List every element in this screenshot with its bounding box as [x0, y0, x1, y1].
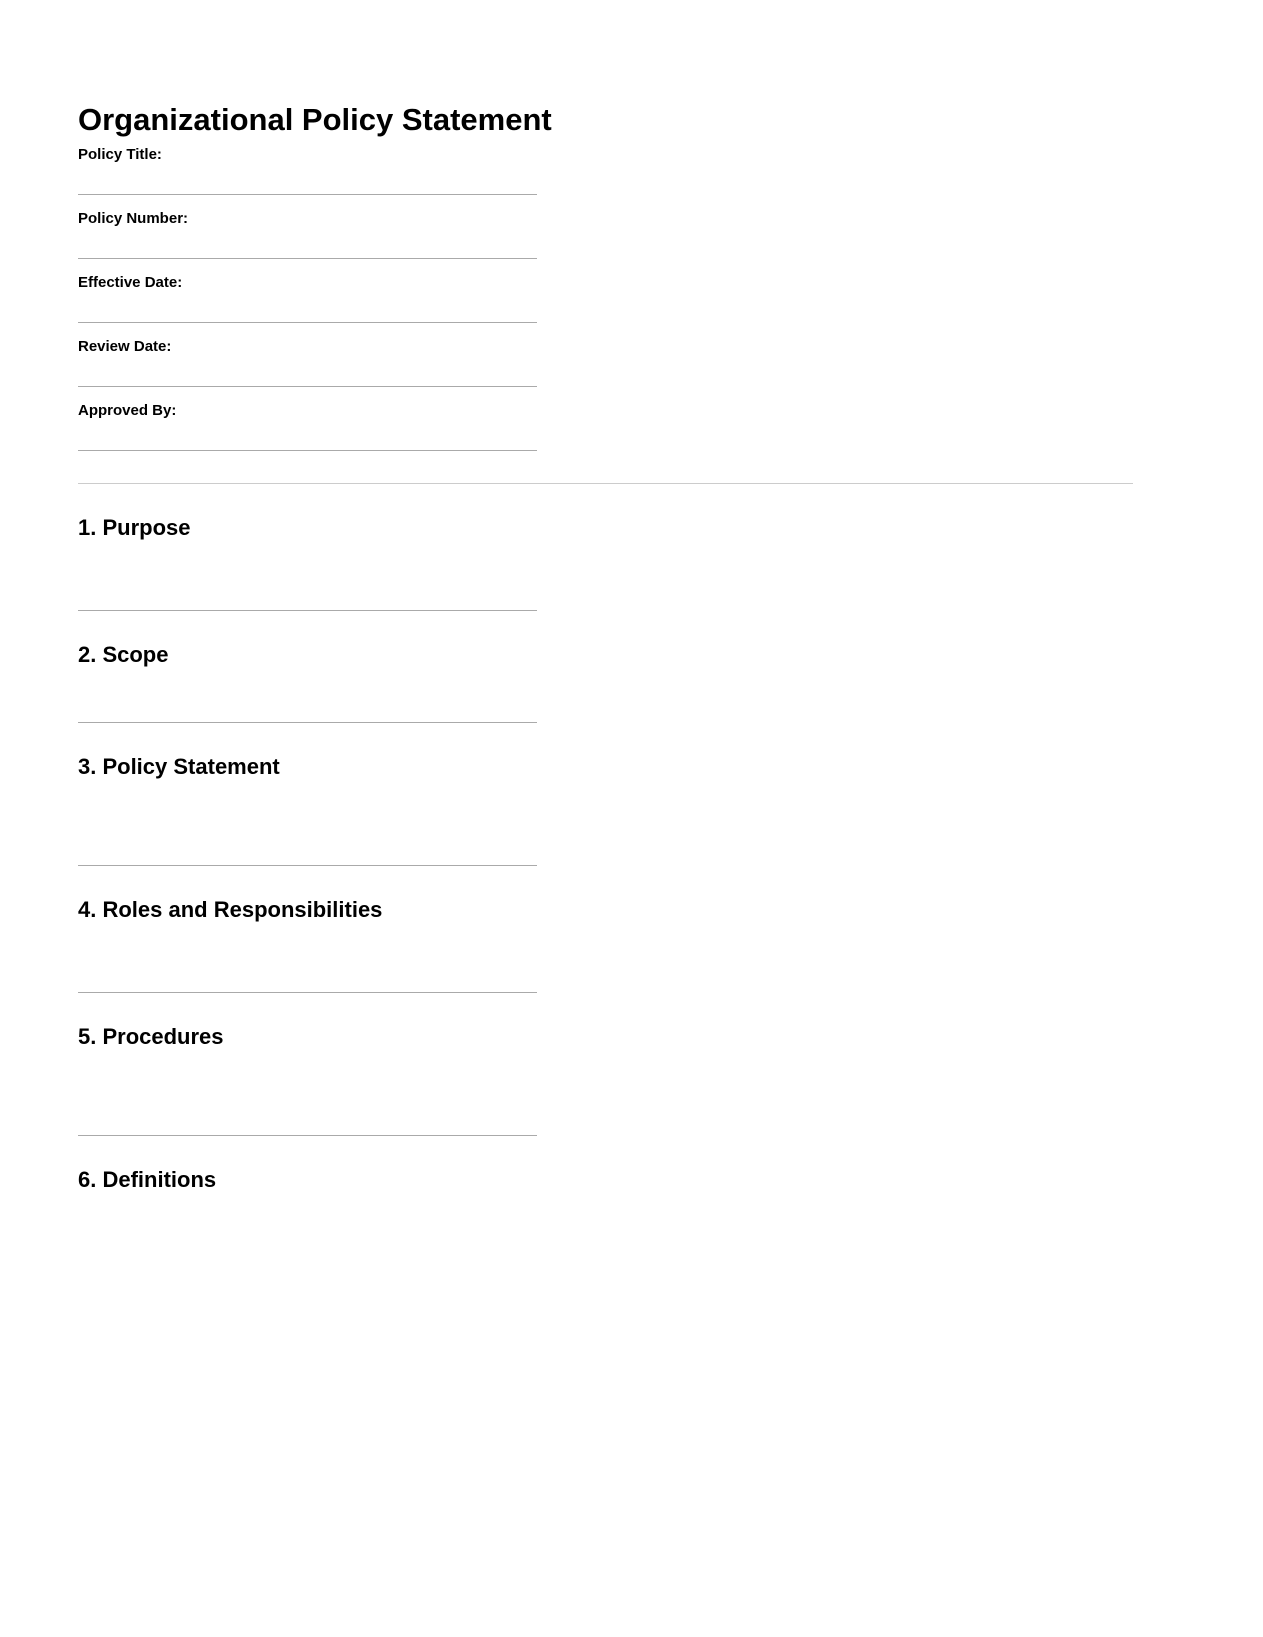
section-heading-policy-statement: 3. Policy Statement: [78, 754, 280, 779]
section-heading-procedures: 5. Procedures: [78, 1024, 224, 1049]
policy-title-input[interactable]: [78, 166, 537, 195]
policy-number-label: Policy Number:: [78, 210, 189, 227]
section-heading-roles: 4. Roles and Responsibilities: [78, 897, 383, 922]
section-heading-purpose: 1. Purpose: [78, 515, 191, 540]
procedures-textarea[interactable]: [78, 1060, 537, 1136]
review-date-input[interactable]: [78, 358, 537, 387]
section-heading-definitions: 6. Definitions: [78, 1167, 217, 1192]
section-heading-scope: 2. Scope: [78, 642, 169, 667]
page-title: Organizational Policy Statement: [78, 102, 552, 137]
header-divider: [78, 483, 1133, 484]
scope-textarea[interactable]: [78, 678, 537, 723]
policy-number-input[interactable]: [78, 230, 537, 259]
policy-title-label: Policy Title:: [78, 146, 162, 163]
purpose-textarea[interactable]: [78, 551, 537, 611]
approved-by-label: Approved By:: [78, 402, 177, 419]
effective-date-input[interactable]: [78, 294, 537, 323]
effective-date-label: Effective Date:: [78, 274, 183, 291]
review-date-label: Review Date:: [78, 338, 172, 355]
roles-textarea[interactable]: [78, 933, 537, 993]
policy-statement-textarea[interactable]: [78, 790, 537, 866]
approved-by-input[interactable]: [78, 422, 537, 451]
